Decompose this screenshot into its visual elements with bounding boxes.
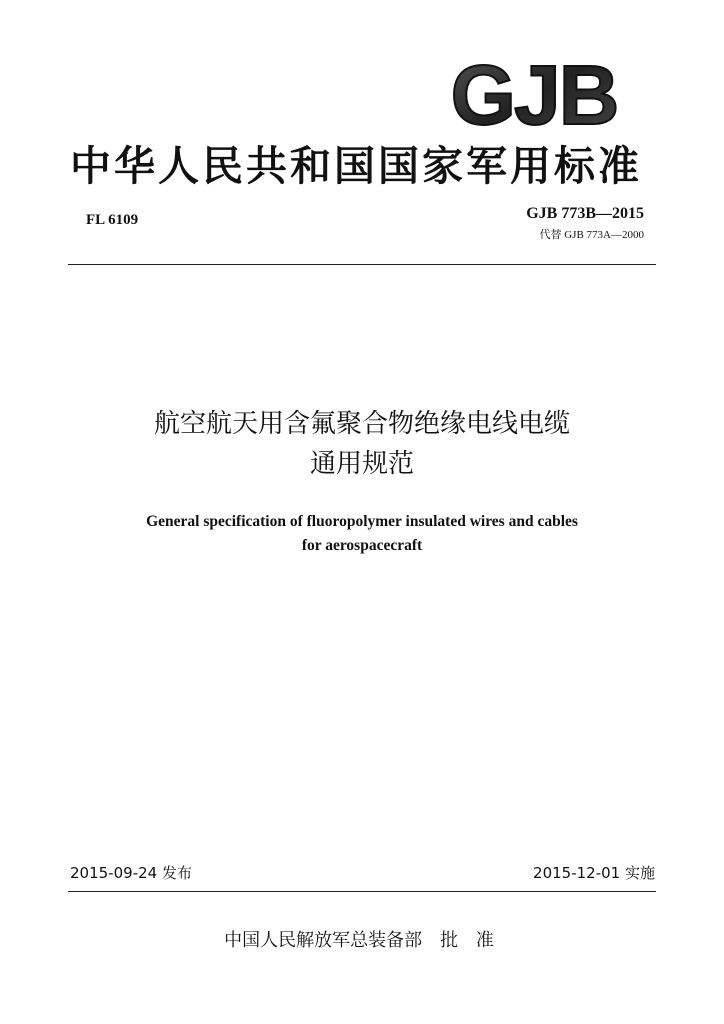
approval-verb: 批 准 bbox=[440, 930, 500, 951]
replaces-standard: 代替 GJB 773A—2000 bbox=[539, 229, 644, 241]
bottom-divider bbox=[68, 891, 656, 892]
classification-code: FL 6109 bbox=[86, 212, 139, 228]
page-title: 中华人民共和国国家军用标准 bbox=[70, 142, 642, 190]
english-title-line-2: for aerospacecraft bbox=[301, 537, 423, 554]
english-title-line-1: General specification of fluoropolymer insulated wires and cables bbox=[146, 513, 578, 530]
issue-date: 2015-09-24 发布 bbox=[70, 864, 192, 882]
implementation-date: 2015-12-01 实施 bbox=[533, 864, 655, 882]
approving-authority: 中国人民解放军总装备部 bbox=[224, 930, 423, 951]
gjb-logo bbox=[436, 56, 632, 132]
gjb-logo-graphic bbox=[436, 56, 632, 132]
chinese-title-line-1: 航空航天用含氟聚合物绝缘电线电缆 bbox=[153, 409, 570, 439]
logo-text: GJB bbox=[450, 56, 618, 132]
approval-line bbox=[0, 926, 724, 952]
standard-number: GJB 773B—2015 bbox=[526, 205, 644, 222]
top-divider bbox=[68, 264, 656, 265]
chinese-title-line-2: 通用规范 bbox=[309, 449, 414, 479]
